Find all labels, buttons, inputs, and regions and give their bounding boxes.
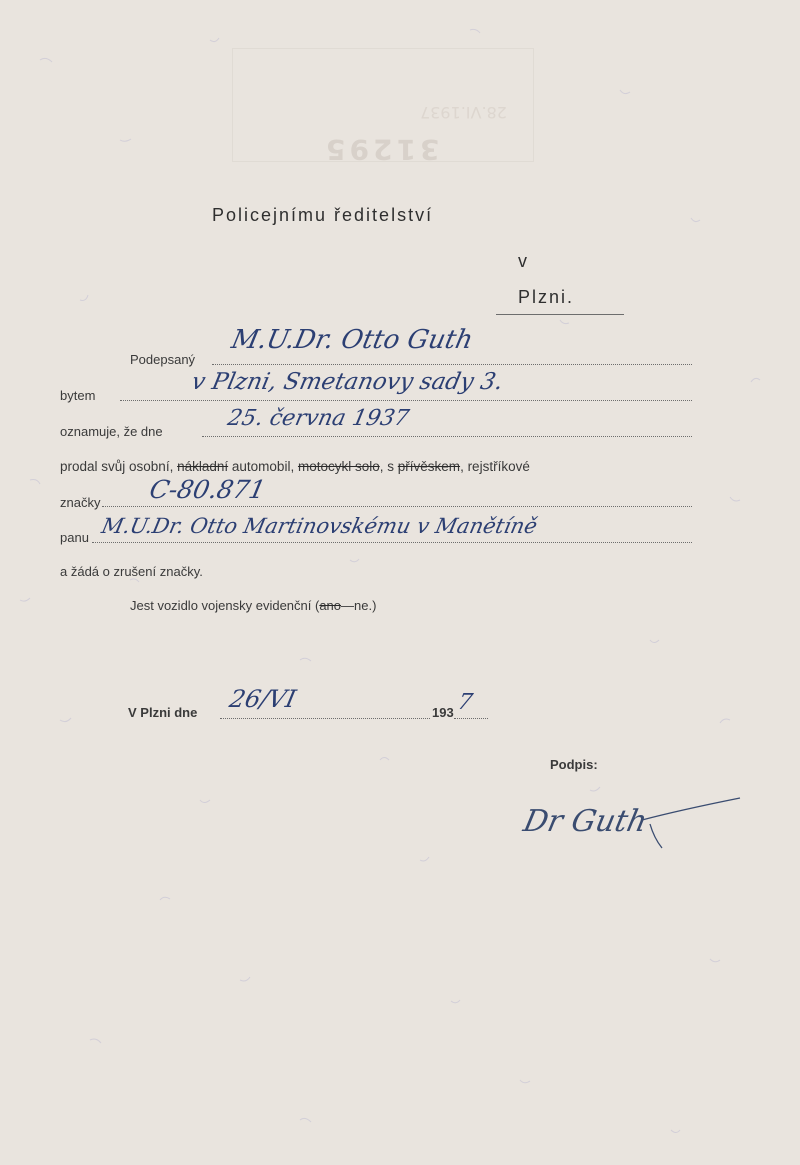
year-value: 7 — [455, 690, 475, 715]
znacky-value: C-80.871 — [146, 475, 269, 504]
prodal-suffix: , rejstříkové — [460, 459, 530, 474]
prodal-middle: automobil, — [231, 459, 295, 474]
place-label: V Plzni dne — [128, 705, 198, 720]
signature: Dr Guth — [520, 804, 651, 839]
prodal-struck-naklad: nákladní — [177, 459, 229, 474]
addressee-line-2: v — [518, 251, 529, 271]
vojensky-prefix: Jest vozidlo vojensky evidenční ( — [130, 598, 320, 613]
podepsany-line — [212, 364, 692, 365]
prodal-struck-motocykl: motocykl solo — [297, 459, 380, 474]
prodal-prefix: prodal svůj osobní, — [60, 459, 174, 474]
place-date-line — [220, 718, 430, 719]
prodal-struck-privesek: přívěskem — [397, 459, 461, 474]
signature-flourish — [640, 790, 750, 850]
panu-label: panu — [60, 530, 89, 545]
zada-text: a žádá o zrušení značky. — [60, 564, 203, 579]
addressee-line-1: Policejnímu ředitelství — [212, 205, 434, 225]
bytem-line — [120, 400, 692, 401]
vojensky-struck-ano: ano — [319, 598, 342, 613]
oznamuje-line — [202, 436, 692, 437]
prodal-comma: , s — [379, 459, 395, 474]
podpis-label: Podpis: — [550, 757, 598, 772]
vojensky-suffix: —ne.) — [341, 598, 377, 613]
addressee-underline — [496, 314, 624, 315]
prodal-line — [60, 459, 530, 474]
znacky-line — [102, 506, 692, 507]
oznamuje-label: oznamuje, že dne — [60, 424, 163, 439]
bytem-value: v Plzni, Smetanovy sady 3. — [189, 369, 506, 395]
panu-value: M.U.Dr. Otto Martinovskému v Manětíně — [99, 514, 540, 538]
addressee-line-3: Plzni. — [518, 287, 575, 307]
year-line — [454, 718, 488, 719]
faded-stamp-date: 28.VI.1937 — [420, 103, 507, 122]
place-date-value: 26/VI — [227, 685, 299, 713]
podepsany-value: M.U.Dr. Otto Guth — [228, 325, 476, 355]
faded-stamp-number: 31295 — [322, 133, 440, 166]
year-prefix: 193 — [432, 705, 454, 720]
znacky-label: značky — [60, 495, 101, 510]
oznamuje-value: 25. června 1937 — [225, 406, 412, 431]
panu-line — [92, 542, 692, 543]
bytem-label: bytem — [60, 388, 96, 403]
podepsany-label: Podepsaný — [130, 352, 196, 367]
vojensky-line — [130, 598, 376, 613]
